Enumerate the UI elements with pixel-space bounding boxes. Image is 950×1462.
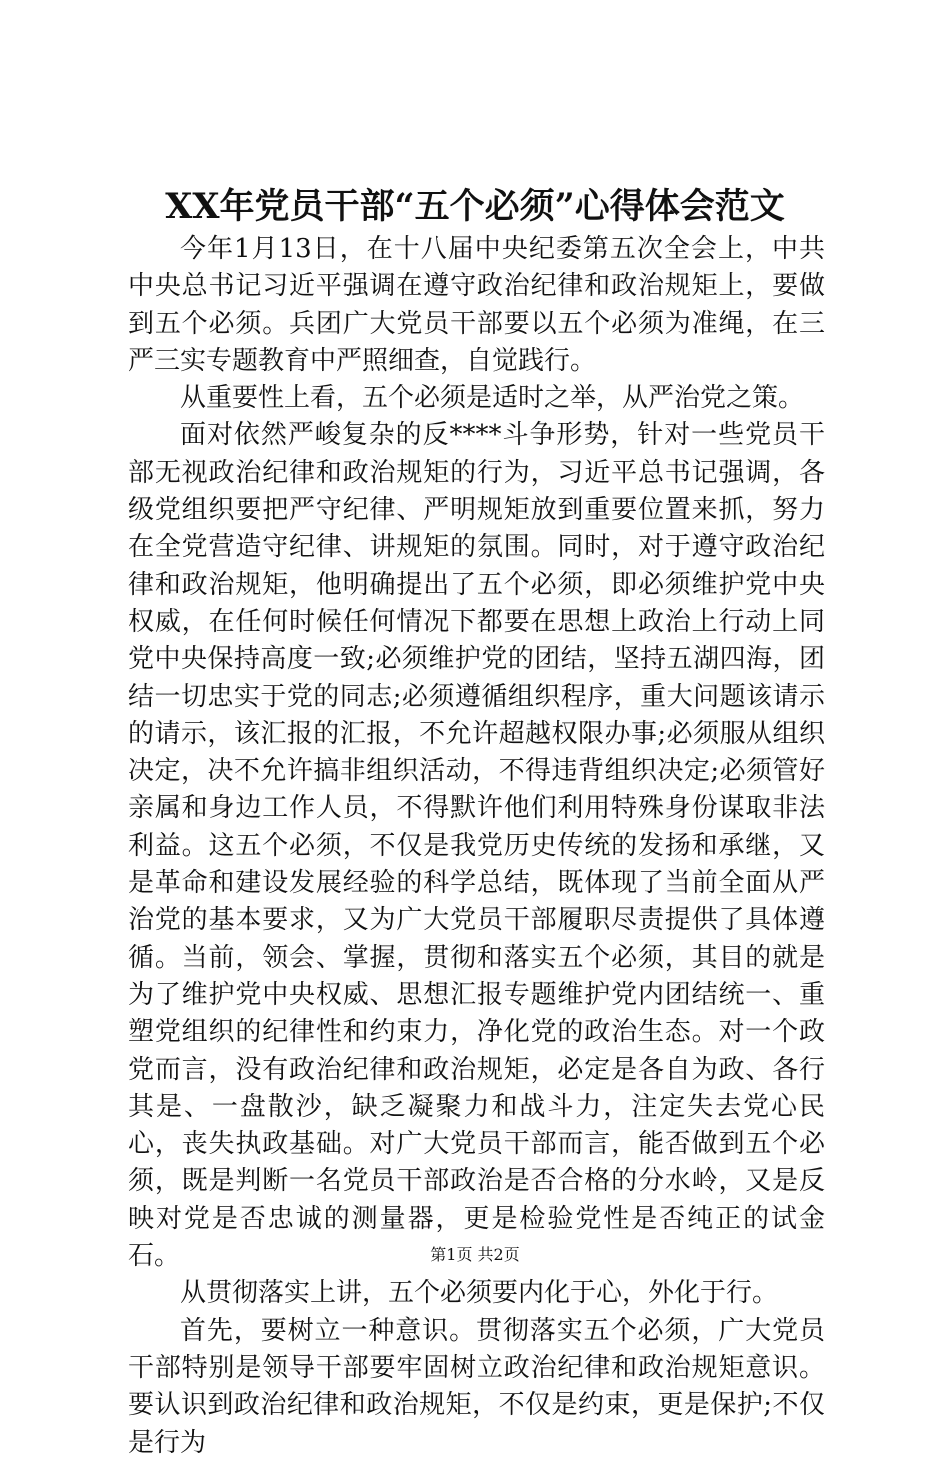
document-body [128, 231, 825, 1462]
paragraph: 从重要性上看，五个必须是适时之举，从严治党之策。 [180, 383, 805, 414]
page-footer: 第1页 共2页 [430, 1245, 520, 1264]
paragraph: 今年1月13日，在十八届中央纪委第五次全会上，中共中央总书记习近平强调在遵守政治纪律和政治规矩上，要做到五个必须。兵团广大党员干部要以五个必须为准绳，在三严三实专题教育中严照细查，自觉践行。 [128, 234, 825, 376]
paragraph: 从贯彻落实上讲，五个必须要内化于心，外化于行。 [180, 1278, 779, 1309]
paragraph: 面对依然严峻复杂的反****斗争形势，针对一些党员干部无视政治纪律和政治规矩的行为，习近平总书记强调，各级党组织要把严守纪律、严明规矩放到重要位置来抓，努力在全党营造守纪律、讲规矩的氛围。同时，对于遵守政治纪律和政治规矩，他明确提出了五个必须，即必须维护党中央权威，在任何时候任何情况下都要在思想上政治上行动上同党中央保持高度一致;必须维护党的团结，坚持五湖四海，团结一切忠实于党的同志;必须遵循组织程序，重大问题该请示的请示，该汇报的汇报，不允许超越权限办事;必须服从组织决定，决不允许搞非组织活动，不得违背组织决定;必须管好亲属和身边工作人员，不得默许他们利用特殊身份谋取非法利益。这五个必须，不仅是我党历史传统的发扬和承继，又是革命和建设发展经验的科学总结，既体现了当前全面从严治党的基本要求，又为广大党员干部履职尽责提供了具体遵循。当前，领会、掌握，贯彻和落实五个必须，其目的就是为了维护党中央权威、思想汇报专题维护党内团结统一、重塑党组织的纪律性和约束力，净化党的政治生态。对一个政党而言，没有政治纪律和政治规矩，必定是各自为政、各行其是、一盘散沙，缺乏凝聚力和战斗力，注定失去党心民心，丧失执政基础。对广大党员干部而言，能否做到五个必须，既是判断一名党员干部政治是否合格的分水岭，又是反映对党是否忠诚的测量器，更是检验党性是否纯正的试金石。 [128, 420, 825, 1272]
paragraph: 首先，要树立一种意识。贯彻落实五个必须，广大党员干部特别是领导干部要牢固树立政治纪律和政治规矩意识。要认识到政治纪律和政治规矩，不仅是约束，更是保护;不仅是行为 [128, 1315, 825, 1458]
document-title: XX年党员干部“五个必须”心得体会范文 [165, 186, 785, 227]
